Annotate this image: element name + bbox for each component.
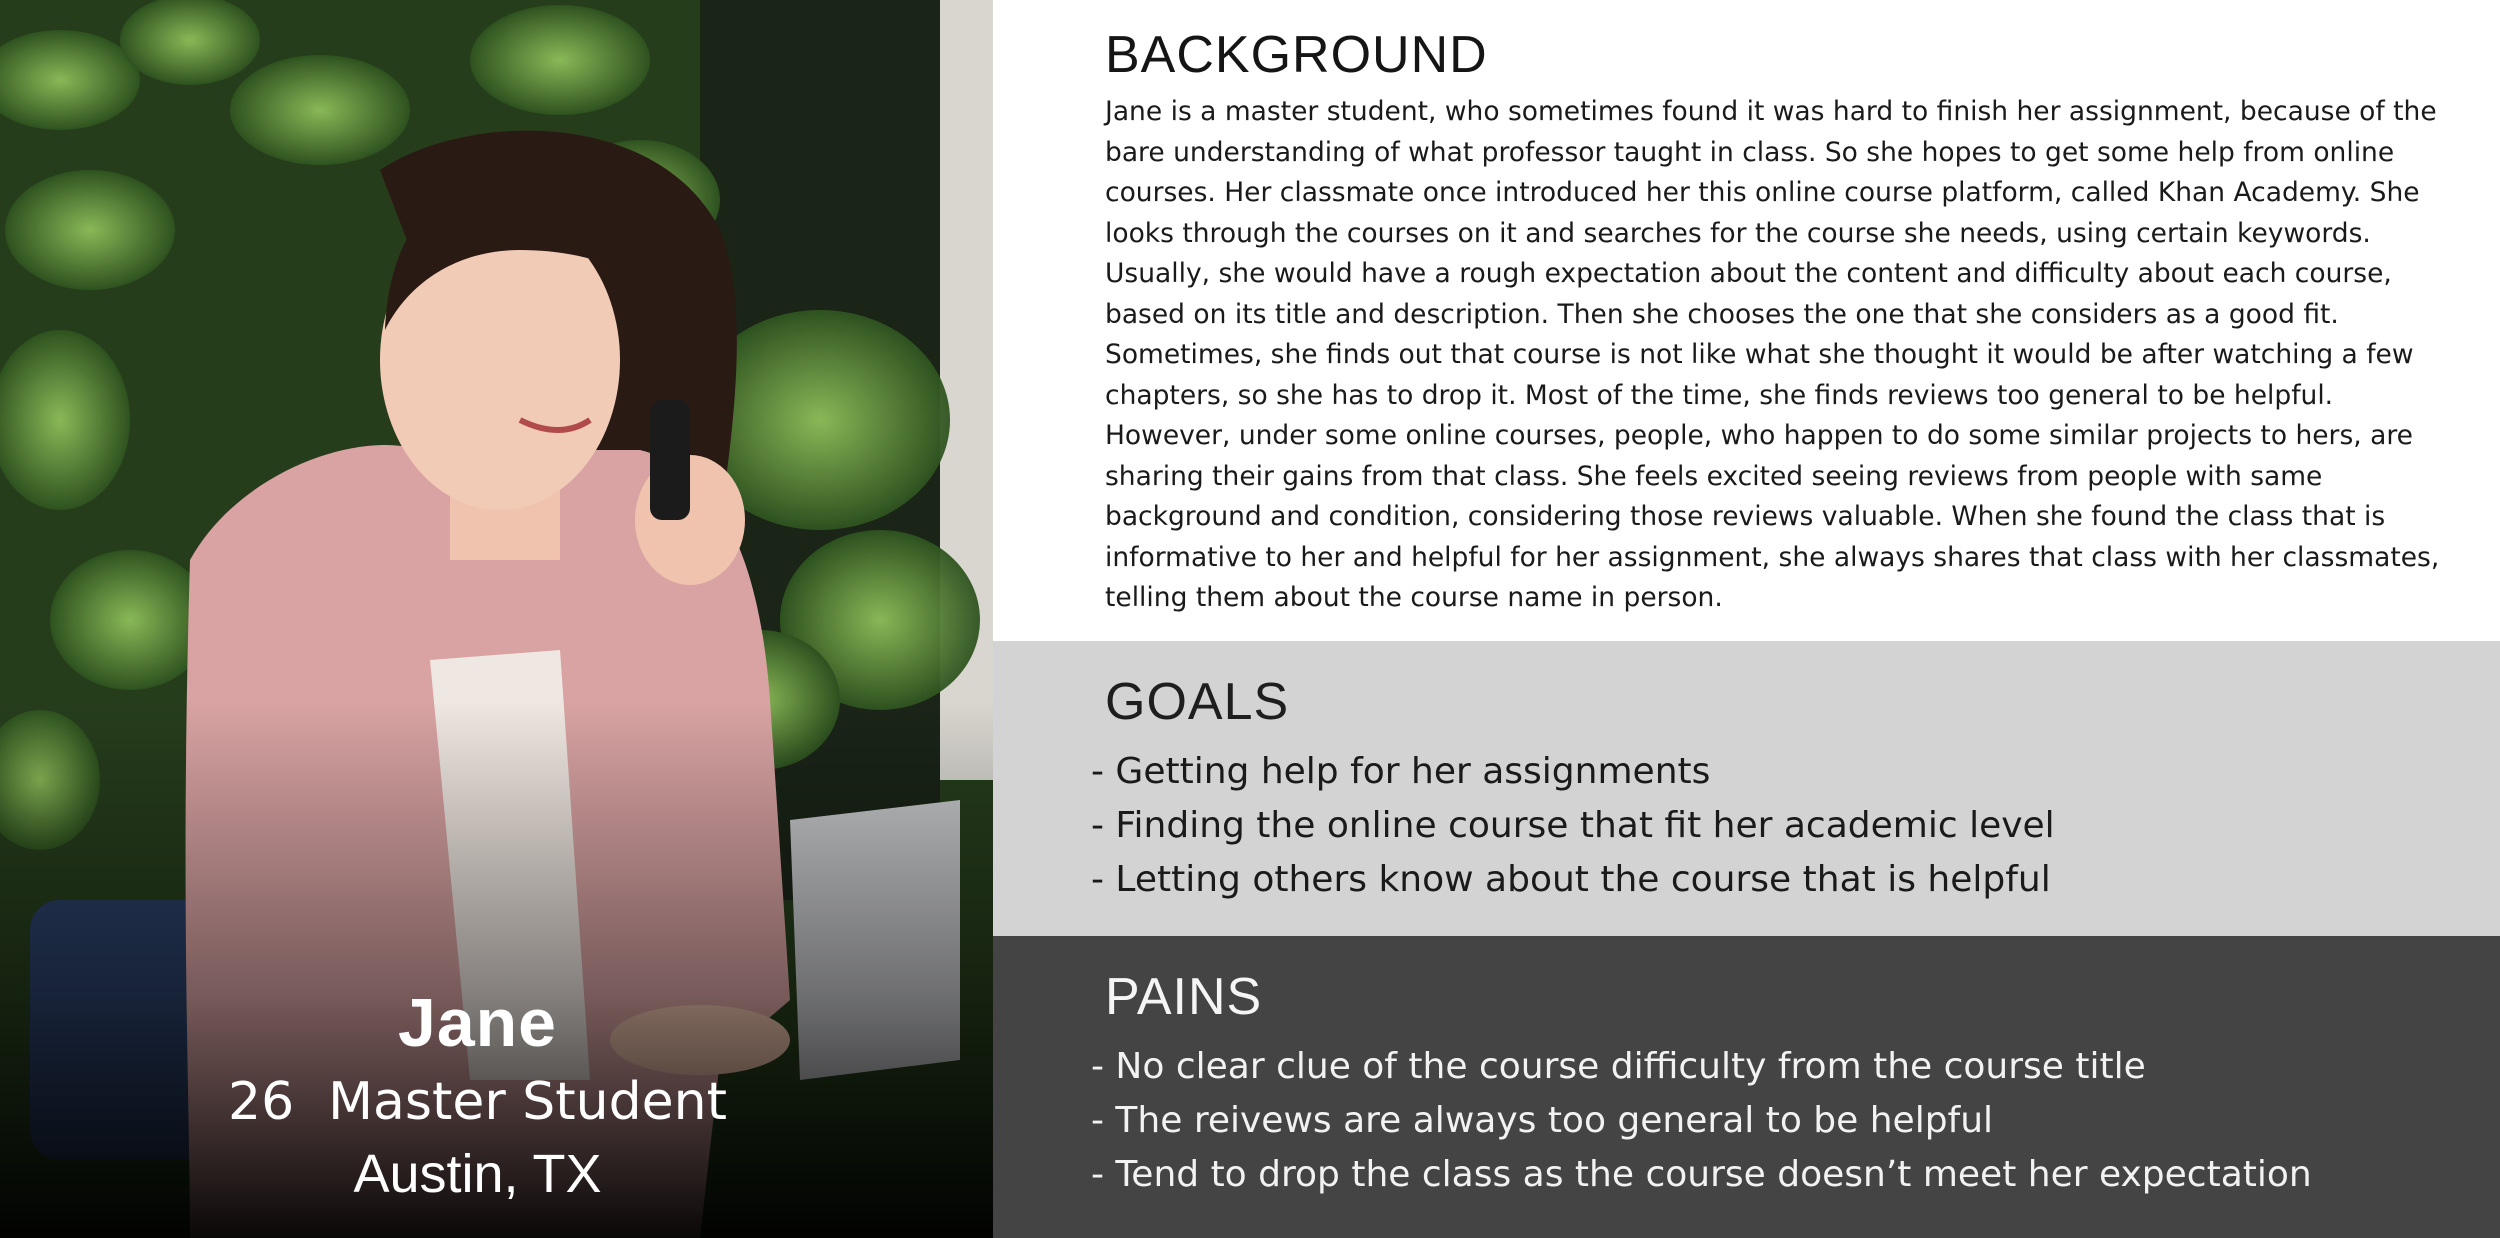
background-text: Jane is a master student, who sometimes found it was hard to finish her assignment, because of the bare understanding of what professor taught in class. So she hopes to get some help from online courses. Her classmate once introduced her this online course platform, called Khan Academy. She looks through the courses on it and searches for the course she needs, using certain keywords. Usually, she would have a rough expectation about the content and difficulty about each course, based on its title and description. Then she chooses the one that she considers as a good fit. Sometimes, she finds out that course is not like what she thought it would be after watching a few chapters, so she has to drop it. Most of the time, she finds reviews too general to be helpful. However, under some online courses, people, who happen to do some similar projects to hers, are sharing their gains from that class. She feels excited seeing reviews from people with same background and condition, considering those reviews valuable. When she found the class that is informative to her and helpful for her assignment, she always shares that class with her classmates, telling them about the course name in person. [1105, 96, 2440, 613]
goal-item: - Finding the online course that fit her academic level [1091, 805, 2055, 846]
persona-identity [0, 980, 955, 1210]
pains-section [993, 936, 2500, 1238]
persona-name: Jane [398, 985, 557, 1061]
goals-section [993, 641, 2500, 936]
pain-item: - Tend to drop the class as the course doesn’t meet her expectation [1091, 1154, 2312, 1195]
pain-item: - No clear clue of the course difficulty from the course title [1091, 1046, 2146, 1087]
persona-role-line [0, 1066, 955, 1138]
goal-item: - Letting others know about the course that is helpful [1091, 859, 2051, 900]
pains-title: PAINS [1105, 968, 1263, 1026]
goals-list [1091, 745, 2460, 907]
persona-occupation: Master Student [328, 1072, 727, 1132]
background-section [993, 0, 2500, 641]
goals-title: GOALS [1105, 673, 1290, 731]
goal-item: - Getting help for her assignments [1091, 751, 1711, 792]
persona-location: Austin, TX [353, 1144, 602, 1204]
persona-photo [0, 0, 993, 1238]
pain-item: - The reivews are always too general to be helpful [1091, 1100, 1994, 1141]
pains-list [1091, 1040, 2460, 1202]
background-title: BACKGROUND [1105, 26, 1488, 84]
persona-age: 26 [228, 1072, 295, 1132]
